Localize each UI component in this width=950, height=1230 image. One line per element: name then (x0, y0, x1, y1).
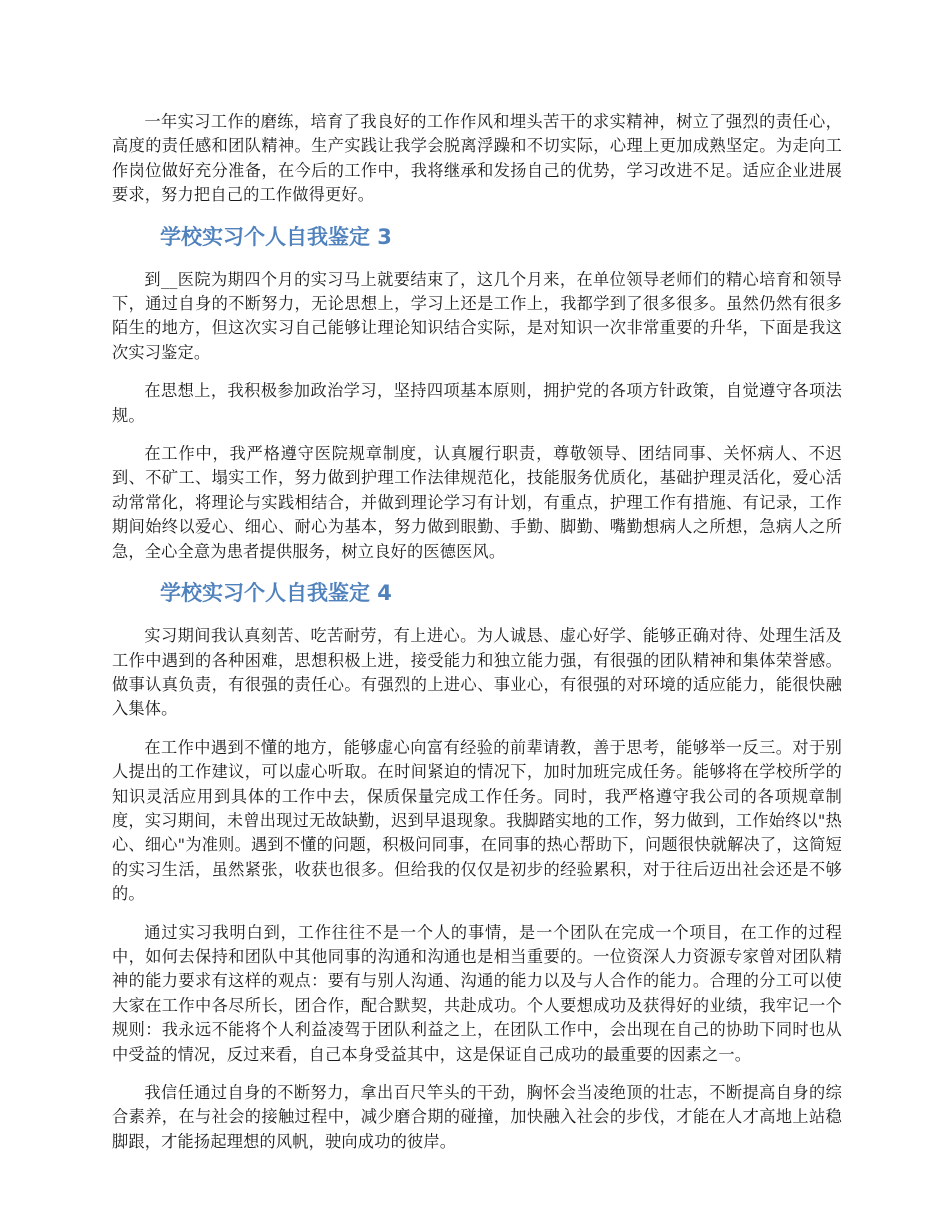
section-4-paragraph: 我信任通过自身的不断努力，拿出百尺竿头的干劲，胸怀会当凌绝顶的壮志，不断提高自身的综合素养，在与社会的接触过程中，减少磨合期的碰撞，加快融入社会的步伐，才能在人才高地上站稳脚跟，才能扬起理想的风帆，驶向成功的彼岸。 (112, 1083, 842, 1151)
section-4-paragraph: 通过实习我明白到，工作往往不是一个人的事情，是一个团队在完成一个项目，在工作的过程中，如何去保持和团队中其他同事的沟通和沟通也是相当重要的。一位资深人力资源专家曾对团队精神的能力要求有这样的观点：要有与别人沟通、沟通的能力以及与人合作的能力。合理的分工可以使大家在工作中各尽所长，团合作，配合默契，共赴成功。个人要想成功及获得好的业绩，我牢记一个规则：我永远不能将个人利益凌驾于团队利益之上，在团队工作中，会出现在自己的协助下同时也从中受益的情况，反过来看，自己本身受益其中，这是保证自己成功的最重要的因素之一。 (112, 922, 842, 1064)
document-page (112, 110, 842, 1168)
section-3-paragraph: 到__医院为期四个月的实习马上就要结束了，这几个月来，在单位领导老师们的精心培育和领导下，通过自身的不断努力，无论思想上，学习上还是工作上，我都学到了很多很多。虽然仍然有很多陌生的地方，但这次实习自己能够让理论知识结合实际，是对知识一次非常重要的升华，下面是我这次实习鉴定。 (112, 269, 842, 362)
section-3-heading: 学校实习个人自我鉴定 3 (160, 224, 392, 249)
section-3-paragraph: 在工作中，我严格遵守医院规章制度，认真履行职责，尊敬领导、团结同事、关怀病人、不迟到、不矿工、塌实工作，努力做到护理工作法律规范化，技能服务优质化，基础护理灵活化，爱心活动常常化，将理论与实践相结合，并做到理论学习有计划，有重点，护理工作有措施、有记录，工作期间始终以爱心、细心、耐心为基本，努力做到眼勤、手勤、脚勤、嘴勤想病人之所想，急病人之所急，全心全意为患者提供服务，树立良好的医德医风。 (112, 444, 842, 561)
section-4-heading: 学校实习个人自我鉴定 4 (160, 581, 392, 606)
intro-paragraph: 一年实习工作的磨练，培育了我良好的工作作风和埋头苦干的求实精神，树立了强烈的责任心，高度的责任感和团队精神。生产实践让我学会脱离浮躁和不切实际，心理上更加成熟坚定。为走向工作岗位做好充分准备，在今后的工作中，我将继承和发扬自己的优势，学习改进不足。适应企业进展要求，努力把自己的工作做得更好。 (112, 112, 842, 205)
section-3-paragraph: 在思想上，我积极参加政治学习，坚持四项基本原则，拥护党的各项方针政策，自觉遵守各项法规。 (112, 381, 842, 425)
section-4-paragraph: 实习期间我认真刻苦、吃苦耐劳，有上进心。为人诚恳、虚心好学、能够正确对待、处理生活及工作中遇到的各种困难，思想积极上进，接受能力和独立能力强，有很强的团队精神和集体荣誉感。做事认真负责，有很强的责任心。有强烈的上进心、事业心，有很强的对环境的适应能力，能很快融入集体。 (112, 626, 842, 719)
section-4-paragraph: 在工作中遇到不懂的地方，能够虚心向富有经验的前辈请教，善于思考，能够举一反三。对于别人提出的工作建议，可以虚心听取。在时间紧迫的情况下，加时加班完成任务。能够将在学校所学的知识灵活应用到具体的工作中去，保质保量完成工作任务。同时，我严格遵守我公司的各项规章制度，实习期间，未曾出现过无故缺勤，迟到早退现象。我脚踏实地的工作，努力做到，工作始终以"热心、细心"为准则。遇到不懂的问题，积极问同事，在同事的热心帮助下，问题很快就解决了，这简短的实习生活，虽然紧张，收获也很多。但给我的仅仅是初步的经验累积，对于往后迈出社会还是不够的。 (112, 737, 842, 904)
